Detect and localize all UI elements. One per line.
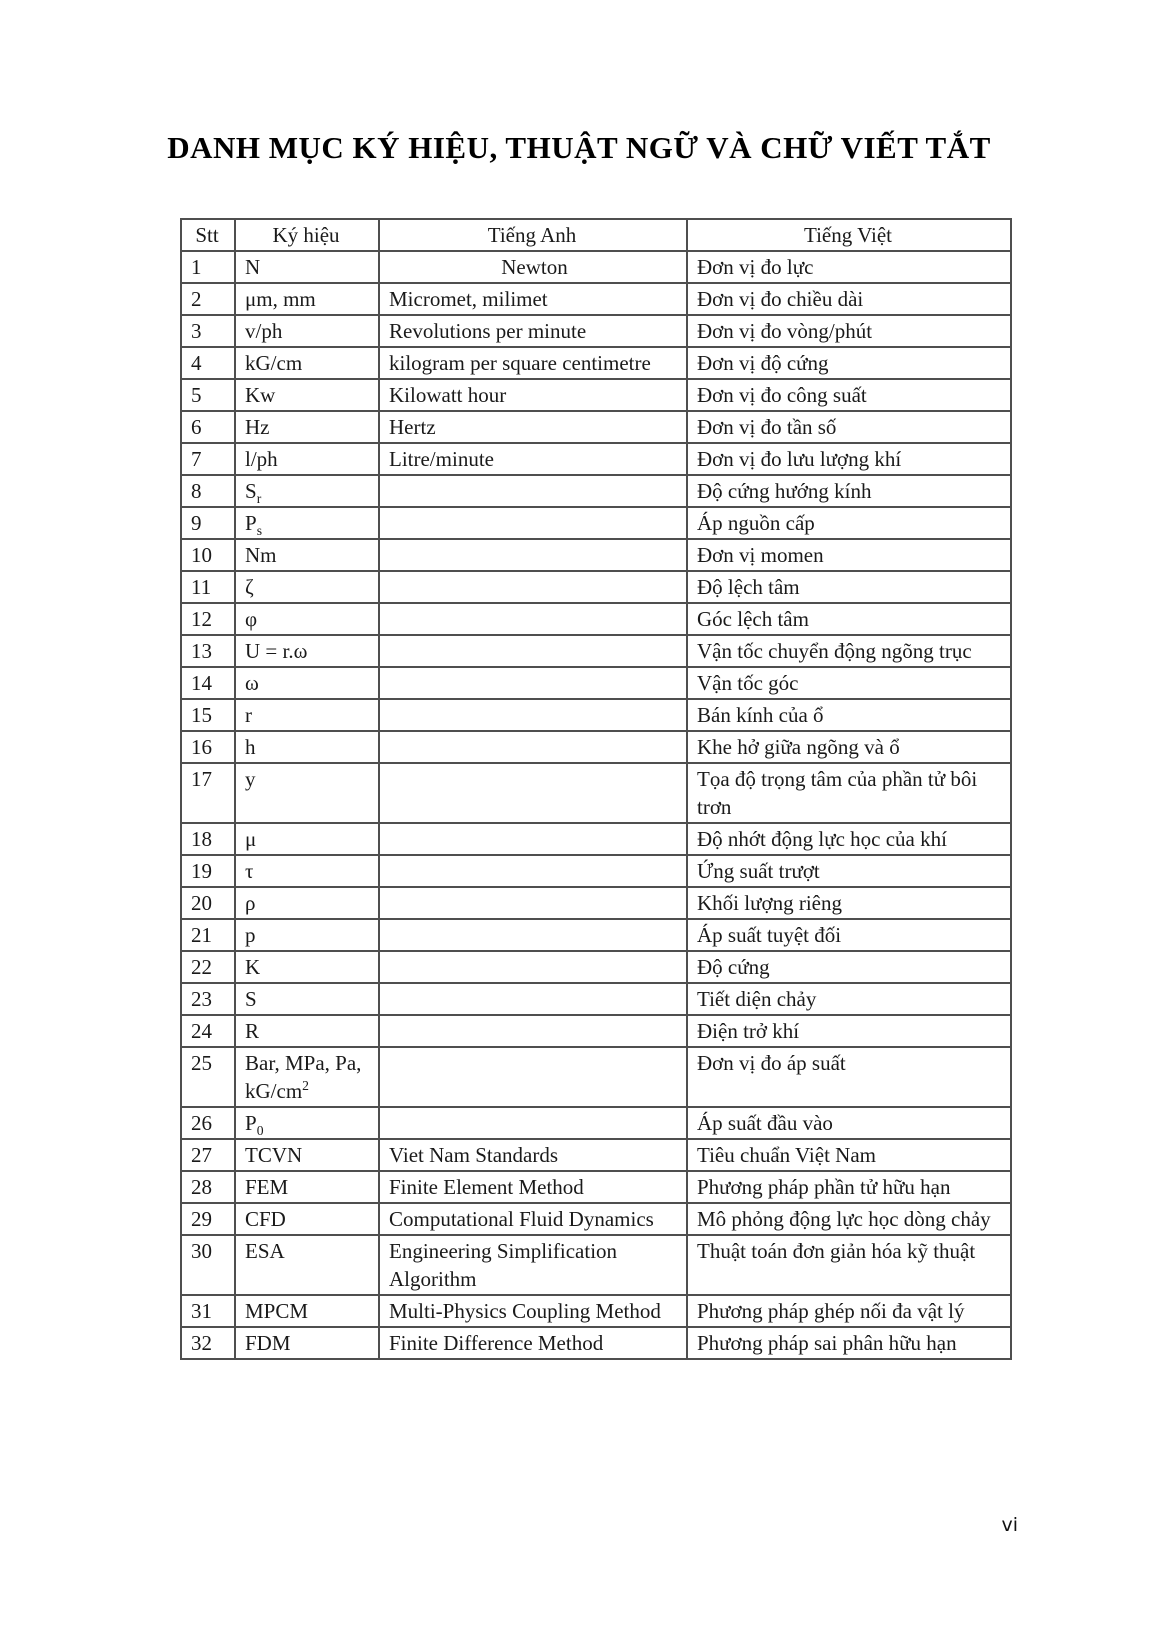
page-title: DANH MỤC KÝ HIỆU, THUẬT NGỮ VÀ CHỮ VIẾT TẮT [167, 130, 991, 165]
cell-english: Kilowatt hour [379, 379, 687, 411]
cell-english: Multi-Physics Coupling Method [379, 1295, 687, 1327]
cell-stt: 3 [181, 315, 235, 347]
cell-english [379, 571, 687, 603]
table-row [181, 919, 1011, 951]
cell-english [379, 603, 687, 635]
cell-english: Viet Nam Standards [379, 1139, 687, 1171]
cell-english: kilogram per square centimetre [379, 347, 687, 379]
symbols-table [180, 218, 1012, 1360]
cell-vietnamese: Góc lệch tâm [687, 603, 1011, 635]
table-row [181, 1295, 1011, 1327]
cell-english: Revolutions per minute [379, 315, 687, 347]
table-row [181, 1139, 1011, 1171]
cell-stt: 20 [181, 887, 235, 919]
table-row [181, 1107, 1011, 1139]
cell-symbol: U = r.ω [235, 635, 379, 667]
table-row [181, 1047, 1011, 1107]
table-row [181, 667, 1011, 699]
table-row [181, 603, 1011, 635]
cell-stt: 12 [181, 603, 235, 635]
cell-english [379, 887, 687, 919]
cell-english [379, 763, 687, 823]
table-row [181, 731, 1011, 763]
cell-vietnamese: Đơn vị đo áp suất [687, 1047, 1011, 1107]
cell-vietnamese: Phương pháp phần tử hữu hạn [687, 1171, 1011, 1203]
cell-english [379, 475, 687, 507]
table-row [181, 411, 1011, 443]
cell-symbol: Kw [235, 379, 379, 411]
cell-vietnamese: Độ cứng hướng kính [687, 475, 1011, 507]
cell-english: Computational Fluid Dynamics [379, 1203, 687, 1235]
cell-vietnamese: Áp nguồn cấp [687, 507, 1011, 539]
table-row [181, 951, 1011, 983]
table-row [181, 1235, 1011, 1295]
cell-vietnamese: Độ lệch tâm [687, 571, 1011, 603]
table-row [181, 635, 1011, 667]
table-row [181, 379, 1011, 411]
cell-symbol: ω [235, 667, 379, 699]
cell-english: Engineering Simplification Algorithm [379, 1235, 687, 1295]
table-row [181, 507, 1011, 539]
cell-symbol: K [235, 951, 379, 983]
cell-english: Hertz [379, 411, 687, 443]
cell-vietnamese: Tọa độ trọng tâm của phần tử bôi trơn [687, 763, 1011, 823]
cell-english: Newton [379, 251, 687, 283]
table-row [181, 823, 1011, 855]
cell-english [379, 539, 687, 571]
table-row [181, 1327, 1011, 1359]
cell-symbol: Nm [235, 539, 379, 571]
table-row [181, 1015, 1011, 1047]
table-header-row [181, 219, 1011, 251]
cell-vietnamese: Đơn vị độ cứng [687, 347, 1011, 379]
cell-english [379, 855, 687, 887]
cell-symbol: v/ph [235, 315, 379, 347]
cell-english: Finite Difference Method [379, 1327, 687, 1359]
cell-stt: 4 [181, 347, 235, 379]
table-row [181, 855, 1011, 887]
table-row [181, 1203, 1011, 1235]
cell-symbol: FDM [235, 1327, 379, 1359]
table-row [181, 347, 1011, 379]
cell-stt: 21 [181, 919, 235, 951]
cell-stt: 7 [181, 443, 235, 475]
cell-symbol: FEM [235, 1171, 379, 1203]
cell-symbol: r [235, 699, 379, 731]
table-row [181, 1171, 1011, 1203]
cell-english: Micromet, milimet [379, 283, 687, 315]
cell-vietnamese: Khe hở giữa ngõng và ổ [687, 731, 1011, 763]
cell-stt: 17 [181, 763, 235, 823]
cell-symbol: ESA [235, 1235, 379, 1295]
cell-english [379, 699, 687, 731]
cell-symbol: kG/cm [235, 347, 379, 379]
table-row [181, 443, 1011, 475]
header-symbol: Ký hiệu [235, 219, 379, 251]
cell-symbol: $S_r$ [235, 475, 379, 507]
cell-stt: 14 [181, 667, 235, 699]
cell-stt: 18 [181, 823, 235, 855]
cell-stt: 22 [181, 951, 235, 983]
table-row [181, 571, 1011, 603]
cell-vietnamese: Vận tốc góc [687, 667, 1011, 699]
cell-vietnamese: Phương pháp ghép nối đa vật lý [687, 1295, 1011, 1327]
cell-stt: 6 [181, 411, 235, 443]
table-row [181, 475, 1011, 507]
cell-vietnamese: Tiêu chuẩn Việt Nam [687, 1139, 1011, 1171]
cell-vietnamese: Đơn vị momen [687, 539, 1011, 571]
table-body [181, 251, 1011, 1359]
cell-symbol: R [235, 1015, 379, 1047]
cell-symbol: μ [235, 823, 379, 855]
cell-stt: 24 [181, 1015, 235, 1047]
cell-symbol: Bar, MPa, Pa, $kG/cm^2$ [235, 1047, 379, 1107]
cell-symbol: TCVN [235, 1139, 379, 1171]
cell-stt: 2 [181, 283, 235, 315]
cell-symbol: N [235, 251, 379, 283]
cell-vietnamese: Tiết diện chảy [687, 983, 1011, 1015]
cell-vietnamese: Khối lượng riêng [687, 887, 1011, 919]
cell-english [379, 635, 687, 667]
cell-vietnamese: Đơn vị đo chiều dài [687, 283, 1011, 315]
table-row [181, 763, 1011, 823]
cell-english [379, 731, 687, 763]
cell-vietnamese: Vận tốc chuyển động ngõng trục [687, 635, 1011, 667]
cell-vietnamese: Đơn vị đo vòng/phút [687, 315, 1011, 347]
cell-stt: 5 [181, 379, 235, 411]
cell-english [379, 919, 687, 951]
cell-vietnamese: Phương pháp sai phân hữu hạn [687, 1327, 1011, 1359]
header-stt: Stt [181, 219, 235, 251]
cell-stt: 32 [181, 1327, 235, 1359]
cell-symbol: p [235, 919, 379, 951]
table-row [181, 699, 1011, 731]
cell-symbol: CFD [235, 1203, 379, 1235]
cell-english [379, 983, 687, 1015]
table-row [181, 283, 1011, 315]
cell-english [379, 1015, 687, 1047]
table-row [181, 983, 1011, 1015]
header-english: Tiếng Anh [379, 219, 687, 251]
cell-stt: 10 [181, 539, 235, 571]
cell-english [379, 1107, 687, 1139]
cell-stt: 25 [181, 1047, 235, 1107]
cell-stt: 31 [181, 1295, 235, 1327]
table-row [181, 539, 1011, 571]
cell-stt: 29 [181, 1203, 235, 1235]
cell-vietnamese: Đơn vị đo công suất [687, 379, 1011, 411]
page-number: vi [1001, 1514, 1018, 1536]
cell-symbol: $P_s$ [235, 507, 379, 539]
cell-stt: 15 [181, 699, 235, 731]
cell-symbol: MPCM [235, 1295, 379, 1327]
cell-english [379, 667, 687, 699]
cell-english [379, 823, 687, 855]
cell-vietnamese: Áp suất đầu vào [687, 1107, 1011, 1139]
table-row [181, 887, 1011, 919]
cell-symbol: μm, mm [235, 283, 379, 315]
cell-stt: 13 [181, 635, 235, 667]
table-row [181, 251, 1011, 283]
cell-vietnamese: Thuật toán đơn giản hóa kỹ thuật [687, 1235, 1011, 1295]
table-row [181, 315, 1011, 347]
cell-symbol: l/ph [235, 443, 379, 475]
cell-symbol: ζ [235, 571, 379, 603]
cell-stt: 8 [181, 475, 235, 507]
cell-vietnamese: Bán kính của ổ [687, 699, 1011, 731]
cell-english [379, 1047, 687, 1107]
cell-symbol: y [235, 763, 379, 823]
header-vietnamese: Tiếng Việt [687, 219, 1011, 251]
cell-symbol: φ [235, 603, 379, 635]
cell-english: Litre/minute [379, 443, 687, 475]
cell-english: Finite Element Method [379, 1171, 687, 1203]
cell-stt: 11 [181, 571, 235, 603]
cell-english [379, 951, 687, 983]
cell-english [379, 507, 687, 539]
cell-stt: 27 [181, 1139, 235, 1171]
cell-symbol: Hz [235, 411, 379, 443]
cell-symbol: $P_0$ [235, 1107, 379, 1139]
cell-stt: 9 [181, 507, 235, 539]
cell-symbol: h [235, 731, 379, 763]
cell-stt: 23 [181, 983, 235, 1015]
cell-stt: 28 [181, 1171, 235, 1203]
cell-vietnamese: Điện trở khí [687, 1015, 1011, 1047]
cell-stt: 19 [181, 855, 235, 887]
cell-vietnamese: Ứng suất trượt [687, 855, 1011, 887]
cell-stt: 1 [181, 251, 235, 283]
cell-vietnamese: Độ nhớt động lực học của khí [687, 823, 1011, 855]
cell-stt: 26 [181, 1107, 235, 1139]
cell-stt: 30 [181, 1235, 235, 1295]
cell-vietnamese: Độ cứng [687, 951, 1011, 983]
cell-vietnamese: Mô phỏng động lực học dòng chảy [687, 1203, 1011, 1235]
cell-symbol: τ [235, 855, 379, 887]
cell-vietnamese: Đơn vị đo lực [687, 251, 1011, 283]
cell-stt: 16 [181, 731, 235, 763]
cell-vietnamese: Áp suất tuyệt đối [687, 919, 1011, 951]
cell-symbol: ρ [235, 887, 379, 919]
cell-symbol: S [235, 983, 379, 1015]
cell-vietnamese: Đơn vị đo tần số [687, 411, 1011, 443]
cell-vietnamese: Đơn vị đo lưu lượng khí [687, 443, 1011, 475]
